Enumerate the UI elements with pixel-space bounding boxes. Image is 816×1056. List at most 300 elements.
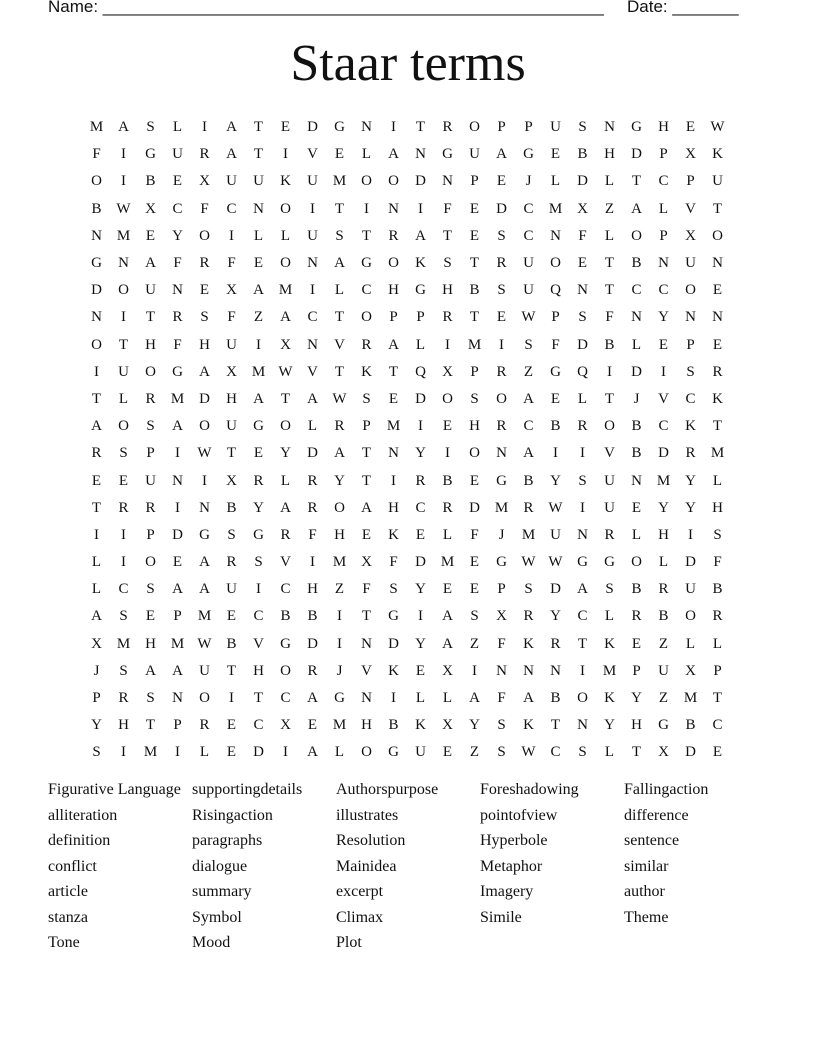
grid-letter[interactable]: D (307, 445, 318, 462)
grid-letter[interactable]: C (226, 200, 237, 217)
grid-letter[interactable]: L (550, 173, 561, 190)
grid-letter[interactable]: E (415, 526, 426, 543)
grid-letter[interactable]: G (442, 146, 453, 163)
grid-letter[interactable]: B (604, 336, 615, 353)
grid-letter[interactable]: Z (523, 363, 534, 380)
grid-letter[interactable]: T (253, 119, 264, 136)
grid-letter[interactable]: P (686, 336, 695, 353)
grid-letter[interactable]: D (415, 173, 426, 190)
grid-letter[interactable]: F (497, 635, 506, 652)
grid-letter[interactable]: C (523, 200, 534, 217)
grid-letter[interactable]: N (712, 309, 723, 326)
grid-letter[interactable]: N (550, 227, 561, 244)
grid-letter[interactable]: X (442, 662, 453, 679)
grid-letter[interactable]: T (361, 227, 372, 244)
grid-letter[interactable]: A (523, 445, 534, 462)
grid-letter[interactable]: G (388, 744, 399, 761)
grid-letter[interactable]: O (91, 173, 102, 190)
grid-letter[interactable]: Y (469, 717, 480, 734)
grid-letter[interactable]: E (631, 635, 642, 652)
grid-letter[interactable]: K (604, 690, 615, 707)
grid-letter[interactable]: P (659, 227, 668, 244)
grid-letter[interactable]: E (469, 227, 480, 244)
grid-letter[interactable]: J (93, 662, 100, 679)
grid-letter[interactable]: L (307, 418, 318, 435)
grid-letter[interactable]: Q (415, 363, 426, 380)
grid-letter[interactable]: A (307, 744, 318, 761)
grid-letter[interactable]: W (197, 445, 212, 462)
grid-letter[interactable]: S (146, 119, 155, 136)
grid-letter[interactable]: T (604, 282, 615, 299)
grid-letter[interactable]: R (118, 690, 129, 707)
grid-letter[interactable]: H (226, 390, 237, 407)
grid-letter[interactable]: H (361, 717, 372, 734)
grid-letter[interactable]: R (523, 499, 534, 516)
grid-letter[interactable]: G (550, 363, 561, 380)
grid-letter[interactable]: G (280, 635, 291, 652)
grid-letter[interactable]: B (91, 200, 102, 217)
grid-letter[interactable]: B (145, 173, 156, 190)
grid-letter[interactable]: A (442, 635, 453, 652)
grid-letter[interactable]: I (229, 690, 234, 707)
grid-letter[interactable]: A (307, 690, 318, 707)
grid-letter[interactable]: W (521, 309, 536, 326)
grid-letter[interactable]: G (658, 717, 669, 734)
grid-letter[interactable]: A (199, 554, 210, 571)
grid-letter[interactable]: A (415, 227, 426, 244)
grid-letter[interactable]: A (577, 581, 588, 598)
grid-letter[interactable]: N (172, 690, 183, 707)
grid-letter[interactable]: G (91, 255, 102, 272)
grid-letter[interactable]: A (172, 581, 183, 598)
grid-letter[interactable]: U (685, 255, 696, 272)
grid-letter[interactable]: B (280, 608, 291, 625)
grid-letter[interactable]: A (226, 119, 237, 136)
grid-letter[interactable]: L (712, 635, 723, 652)
grid-letter[interactable]: C (280, 690, 291, 707)
grid-letter[interactable]: A (361, 499, 372, 516)
grid-letter[interactable]: R (91, 445, 102, 462)
grid-letter[interactable]: A (253, 282, 264, 299)
grid-letter[interactable]: W (548, 499, 563, 516)
grid-letter[interactable]: L (631, 526, 642, 543)
grid-letter[interactable]: F (92, 146, 101, 163)
grid-letter[interactable]: A (496, 146, 507, 163)
grid-letter[interactable]: S (578, 472, 587, 489)
grid-letter[interactable]: N (388, 445, 399, 462)
grid-letter[interactable]: D (685, 744, 696, 761)
grid-letter[interactable]: H (388, 499, 399, 516)
grid-letter[interactable]: N (712, 255, 723, 272)
grid-letter[interactable]: N (91, 227, 102, 244)
grid-letter[interactable]: A (145, 662, 156, 679)
grid-letter[interactable]: L (334, 744, 345, 761)
grid-letter[interactable]: I (310, 200, 315, 217)
grid-letter[interactable]: Z (658, 635, 669, 652)
grid-letter[interactable]: A (334, 445, 345, 462)
grid-letter[interactable]: I (175, 445, 180, 462)
grid-letter[interactable]: A (388, 336, 399, 353)
grid-letter[interactable]: K (361, 363, 372, 380)
grid-letter[interactable]: R (550, 635, 561, 652)
grid-letter[interactable]: H (388, 282, 399, 299)
grid-letter[interactable]: N (658, 255, 669, 272)
grid-letter[interactable]: X (685, 662, 696, 679)
grid-letter[interactable]: H (118, 717, 129, 734)
grid-letter[interactable]: A (280, 309, 291, 326)
grid-letter[interactable]: O (712, 227, 723, 244)
grid-letter[interactable]: O (199, 227, 210, 244)
grid-letter[interactable]: U (523, 282, 534, 299)
grid-letter[interactable]: I (499, 336, 504, 353)
grid-letter[interactable]: R (658, 581, 669, 598)
grid-letter[interactable]: B (550, 418, 561, 435)
grid-letter[interactable]: G (145, 146, 156, 163)
grid-letter[interactable]: S (524, 336, 533, 353)
grid-letter[interactable]: I (310, 554, 315, 571)
grid-letter[interactable]: R (199, 255, 210, 272)
grid-letter[interactable]: M (332, 554, 347, 571)
grid-letter[interactable]: A (523, 390, 534, 407)
grid-letter[interactable]: N (631, 472, 642, 489)
grid-letter[interactable]: S (497, 227, 506, 244)
grid-letter[interactable]: R (685, 445, 696, 462)
grid-letter[interactable]: H (145, 336, 156, 353)
grid-letter[interactable]: I (283, 744, 288, 761)
grid-letter[interactable]: L (118, 390, 129, 407)
grid-letter[interactable]: X (145, 200, 156, 217)
grid-letter[interactable]: C (577, 608, 588, 625)
grid-letter[interactable]: S (497, 744, 506, 761)
grid-letter[interactable]: G (361, 255, 372, 272)
grid-letter[interactable]: L (658, 200, 669, 217)
grid-letter[interactable]: P (173, 717, 182, 734)
grid-letter[interactable]: S (227, 526, 236, 543)
grid-letter[interactable]: L (253, 227, 264, 244)
grid-letter[interactable]: E (361, 526, 372, 543)
grid-letter[interactable]: I (391, 119, 396, 136)
grid-letter[interactable]: E (469, 200, 480, 217)
grid-letter[interactable]: T (334, 309, 345, 326)
grid-letter[interactable]: O (388, 255, 399, 272)
grid-letter[interactable]: S (497, 282, 506, 299)
grid-letter[interactable]: O (334, 499, 345, 516)
grid-letter[interactable]: V (253, 635, 264, 652)
grid-letter[interactable]: N (253, 200, 264, 217)
grid-letter[interactable]: I (364, 200, 369, 217)
grid-letter[interactable]: M (143, 744, 158, 761)
grid-letter[interactable]: L (280, 227, 291, 244)
grid-letter[interactable]: Z (658, 690, 669, 707)
grid-letter[interactable]: C (712, 717, 723, 734)
grid-letter[interactable]: D (631, 146, 642, 163)
grid-letter[interactable]: L (280, 472, 291, 489)
grid-letter[interactable]: E (577, 255, 588, 272)
grid-letter[interactable]: T (712, 418, 723, 435)
grid-letter[interactable]: U (550, 119, 561, 136)
grid-letter[interactable]: Y (685, 472, 696, 489)
grid-letter[interactable]: I (580, 499, 585, 516)
grid-letter[interactable]: K (415, 255, 426, 272)
grid-letter[interactable]: C (415, 499, 426, 516)
grid-letter[interactable]: E (469, 554, 480, 571)
grid-letter[interactable]: X (361, 554, 372, 571)
grid-letter[interactable]: R (388, 227, 399, 244)
grid-letter[interactable]: I (607, 363, 612, 380)
grid-letter[interactable]: T (145, 309, 156, 326)
grid-letter[interactable]: B (469, 282, 480, 299)
grid-letter[interactable]: U (253, 173, 264, 190)
grid-letter[interactable]: G (496, 554, 507, 571)
grid-letter[interactable]: U (226, 581, 237, 598)
grid-letter[interactable]: M (467, 336, 482, 353)
grid-letter[interactable]: B (523, 472, 534, 489)
grid-letter[interactable]: N (307, 336, 318, 353)
grid-letter[interactable]: Z (469, 635, 480, 652)
grid-letter[interactable]: L (91, 554, 102, 571)
grid-letter[interactable]: R (442, 499, 453, 516)
grid-letter[interactable]: R (631, 608, 642, 625)
grid-letter[interactable]: A (172, 418, 183, 435)
grid-letter[interactable]: D (685, 554, 696, 571)
grid-letter[interactable]: P (497, 581, 506, 598)
grid-letter[interactable]: K (712, 146, 723, 163)
grid-letter[interactable]: B (631, 255, 642, 272)
grid-letter[interactable]: P (659, 146, 668, 163)
grid-letter[interactable]: X (685, 146, 696, 163)
grid-letter[interactable]: P (524, 119, 533, 136)
grid-letter[interactable]: A (388, 146, 399, 163)
grid-letter[interactable]: R (253, 472, 264, 489)
grid-letter[interactable]: N (388, 200, 399, 217)
grid-letter[interactable]: B (226, 635, 237, 652)
grid-letter[interactable]: Z (334, 581, 345, 598)
grid-letter[interactable]: K (604, 635, 615, 652)
grid-letter[interactable]: E (226, 744, 237, 761)
grid-letter[interactable]: S (146, 581, 155, 598)
grid-letter[interactable]: V (307, 363, 318, 380)
grid-letter[interactable]: U (199, 662, 210, 679)
grid-letter[interactable]: R (496, 255, 507, 272)
grid-letter[interactable]: I (121, 744, 126, 761)
grid-letter[interactable]: I (175, 744, 180, 761)
grid-letter[interactable]: L (415, 336, 426, 353)
grid-letter[interactable]: I (688, 526, 693, 543)
grid-letter[interactable]: I (229, 227, 234, 244)
grid-letter[interactable]: L (712, 472, 723, 489)
grid-letter[interactable]: R (307, 472, 318, 489)
grid-letter[interactable]: W (521, 744, 536, 761)
grid-letter[interactable]: Y (685, 499, 696, 516)
grid-letter[interactable]: L (577, 390, 588, 407)
grid-letter[interactable]: V (280, 554, 291, 571)
grid-letter[interactable]: H (253, 662, 264, 679)
grid-letter[interactable]: B (712, 581, 723, 598)
grid-letter[interactable]: M (197, 608, 212, 625)
grid-letter[interactable]: P (416, 309, 425, 326)
grid-letter[interactable]: L (334, 282, 345, 299)
grid-letter[interactable]: O (280, 200, 291, 217)
grid-letter[interactable]: N (361, 690, 372, 707)
grid-letter[interactable]: P (686, 173, 695, 190)
grid-letter[interactable]: R (442, 309, 453, 326)
grid-letter[interactable]: O (118, 418, 129, 435)
grid-letter[interactable]: U (226, 418, 237, 435)
grid-letter[interactable]: I (121, 173, 126, 190)
grid-letter[interactable]: S (524, 581, 533, 598)
grid-letter[interactable]: U (712, 173, 723, 190)
grid-letter[interactable]: E (469, 581, 480, 598)
grid-letter[interactable]: H (712, 499, 723, 516)
grid-letter[interactable]: N (361, 119, 372, 136)
grid-letter[interactable]: L (442, 690, 453, 707)
grid-letter[interactable]: E (145, 227, 156, 244)
grid-letter[interactable]: E (226, 608, 237, 625)
grid-letter[interactable]: V (658, 390, 669, 407)
grid-letter[interactable]: R (523, 608, 534, 625)
grid-letter[interactable]: F (713, 554, 722, 571)
grid-letter[interactable]: H (307, 581, 318, 598)
grid-letter[interactable]: O (496, 390, 507, 407)
grid-letter[interactable]: B (658, 608, 669, 625)
grid-letter[interactable]: R (307, 499, 318, 516)
grid-letter[interactable]: C (631, 282, 642, 299)
grid-letter[interactable]: A (631, 200, 642, 217)
grid-letter[interactable]: M (251, 363, 266, 380)
grid-letter[interactable]: S (578, 119, 587, 136)
grid-letter[interactable]: Y (658, 309, 669, 326)
grid-letter[interactable]: S (92, 744, 101, 761)
grid-letter[interactable]: E (712, 336, 723, 353)
grid-letter[interactable]: H (658, 119, 669, 136)
grid-letter[interactable]: T (712, 690, 723, 707)
grid-letter[interactable]: I (94, 363, 99, 380)
grid-letter[interactable]: M (548, 200, 563, 217)
grid-letter[interactable]: C (280, 581, 291, 598)
grid-letter[interactable]: S (470, 608, 479, 625)
grid-letter[interactable]: R (145, 499, 156, 516)
grid-letter[interactable]: D (307, 119, 318, 136)
grid-letter[interactable]: T (415, 119, 426, 136)
grid-letter[interactable]: S (713, 526, 722, 543)
grid-letter[interactable]: Y (280, 445, 291, 462)
grid-letter[interactable]: G (415, 282, 426, 299)
grid-letter[interactable]: T (712, 200, 723, 217)
grid-letter[interactable]: S (605, 581, 614, 598)
grid-letter[interactable]: M (521, 526, 536, 543)
grid-letter[interactable]: I (256, 581, 261, 598)
grid-letter[interactable]: O (280, 255, 291, 272)
grid-letter[interactable]: U (226, 173, 237, 190)
grid-letter[interactable]: I (445, 445, 450, 462)
grid-letter[interactable]: D (388, 635, 399, 652)
grid-letter[interactable]: P (146, 445, 155, 462)
grid-letter[interactable]: J (525, 173, 532, 190)
grid-letter[interactable]: I (175, 499, 180, 516)
grid-letter[interactable]: C (253, 717, 264, 734)
grid-letter[interactable]: T (388, 363, 399, 380)
grid-letter[interactable]: A (442, 608, 453, 625)
grid-letter[interactable]: O (388, 173, 399, 190)
grid-letter[interactable]: K (685, 418, 696, 435)
grid-letter[interactable]: A (199, 363, 210, 380)
grid-letter[interactable]: X (658, 744, 669, 761)
grid-letter[interactable]: O (361, 744, 372, 761)
grid-letter[interactable]: G (253, 526, 264, 543)
grid-letter[interactable]: T (145, 717, 156, 734)
grid-letter[interactable]: G (334, 119, 345, 136)
grid-letter[interactable]: O (469, 445, 480, 462)
grid-letter[interactable]: O (604, 418, 615, 435)
grid-letter[interactable]: C (658, 282, 669, 299)
grid-letter[interactable]: I (418, 418, 423, 435)
grid-letter[interactable]: T (253, 690, 264, 707)
grid-letter[interactable]: L (91, 581, 102, 598)
grid-letter[interactable]: O (631, 554, 642, 571)
grid-letter[interactable]: D (577, 173, 588, 190)
grid-letter[interactable]: P (551, 309, 560, 326)
grid-letter[interactable]: K (388, 662, 399, 679)
grid-letter[interactable]: V (307, 146, 318, 163)
grid-letter[interactable]: V (685, 200, 696, 217)
grid-letter[interactable]: U (226, 336, 237, 353)
grid-letter[interactable]: Y (550, 472, 561, 489)
grid-letter[interactable]: A (118, 119, 129, 136)
grid-letter[interactable]: N (172, 282, 183, 299)
grid-letter[interactable]: U (604, 472, 615, 489)
grid-letter[interactable]: W (710, 119, 725, 136)
grid-letter[interactable]: N (577, 282, 588, 299)
grid-letter[interactable]: J (633, 390, 640, 407)
grid-letter[interactable]: R (307, 662, 318, 679)
grid-letter[interactable]: W (521, 554, 536, 571)
grid-letter[interactable]: I (418, 200, 423, 217)
grid-letter[interactable]: M (494, 499, 509, 516)
grid-letter[interactable]: I (202, 472, 207, 489)
grid-letter[interactable]: F (362, 581, 371, 598)
grid-letter[interactable]: S (254, 554, 263, 571)
grid-letter[interactable]: O (361, 309, 372, 326)
grid-letter[interactable]: T (226, 662, 237, 679)
grid-letter[interactable]: P (470, 363, 479, 380)
grid-letter[interactable]: B (442, 472, 453, 489)
grid-letter[interactable]: O (361, 173, 372, 190)
grid-letter[interactable]: E (631, 499, 642, 516)
grid-letter[interactable]: E (118, 472, 129, 489)
grid-letter[interactable]: T (361, 445, 372, 462)
grid-letter[interactable]: A (91, 608, 102, 625)
grid-letter[interactable]: Y (172, 227, 183, 244)
grid-letter[interactable]: M (710, 445, 725, 462)
grid-letter[interactable]: P (470, 173, 479, 190)
grid-letter[interactable]: A (280, 499, 291, 516)
grid-letter[interactable]: I (580, 662, 585, 679)
grid-letter[interactable]: M (170, 390, 185, 407)
grid-letter[interactable]: R (415, 472, 426, 489)
grid-letter[interactable]: T (469, 255, 480, 272)
grid-letter[interactable]: J (498, 526, 505, 543)
grid-letter[interactable]: W (278, 363, 293, 380)
grid-letter[interactable]: N (685, 309, 696, 326)
grid-letter[interactable]: S (686, 363, 695, 380)
grid-letter[interactable]: T (226, 445, 237, 462)
grid-letter[interactable]: B (226, 499, 237, 516)
grid-letter[interactable]: L (604, 173, 615, 190)
grid-letter[interactable]: N (91, 309, 102, 326)
grid-letter[interactable]: L (631, 336, 642, 353)
grid-letter[interactable]: Z (604, 200, 615, 217)
grid-letter[interactable]: B (388, 717, 399, 734)
